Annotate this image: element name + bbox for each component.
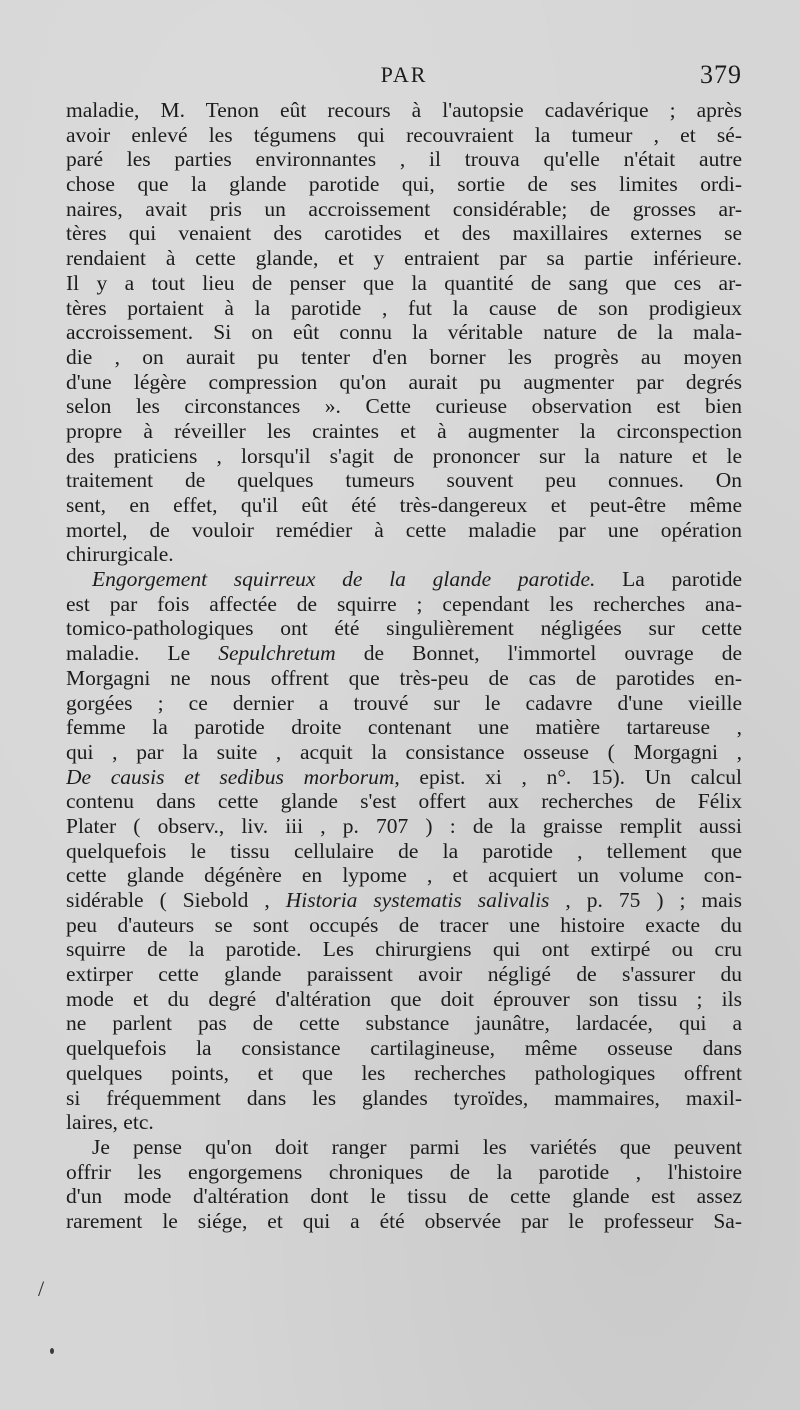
text-line: De causis et sedibus morborum, epist. xi , n°. 15). Un calcul: [66, 764, 742, 789]
text-line: chirurgicale.: [66, 542, 174, 567]
text-line: mode et du degré d'altération que doit éprouver son tissu ; ils: [66, 986, 742, 1011]
text-line: d'une légère compression qu'on aurait pu augmenter par degrés: [66, 369, 742, 394]
text-line: des praticiens , lorsqu'il s'agit de prononcer sur la nature et le: [66, 443, 742, 468]
text-line: d'un mode d'altération dont le tissu de cette glande est assez: [66, 1184, 742, 1209]
section-heading-line: Engorgement squirreux de la glande parotide. La parotide: [92, 567, 742, 592]
text-line: tères qui venaient des carotides et des maxillaires externes se: [66, 221, 742, 246]
page-number: 379: [700, 60, 742, 89]
text-line: quelques points, et que les recherches pathologiques offrent: [66, 1060, 742, 1085]
text-line: rendaient à cette glande, et y entraient par sa partie inférieure.: [66, 246, 742, 271]
text-line: mortel, de vouloir remédier à cette maladie par une opération: [66, 517, 742, 542]
text-line: tères portaient à la parotide , fut la cause de son prodigieux: [66, 295, 742, 320]
text-line: propre à réveiller les craintes et à augmenter la circonspection: [66, 418, 742, 443]
text-line: est par fois affectée de squirre ; cependant les recherches ana-: [66, 591, 742, 616]
text-line: Morgagni ne nous offrent que très-peu de cas de parotides en-: [66, 665, 742, 690]
text-line: rarement le siége, et qui a été observée par le professeur Sa-: [66, 1208, 742, 1233]
text-line: contenu dans cette glande s'est offert aux recherches de Félix: [66, 789, 742, 814]
text-line: maladie, M. Tenon eût recours à l'autopsie cadavérique ; après: [66, 98, 742, 122]
text-line: die , on aurait pu tenter d'en borner les progrès au moyen: [66, 344, 742, 369]
running-head: [66, 60, 742, 96]
text-line: quelquefois la consistance cartilagineuse, même osseuse dans: [66, 1036, 742, 1061]
text-line: ne parlent pas de cette substance jaunâtre, lardacée, qui a: [66, 1011, 742, 1036]
text-line: gorgées ; ce dernier a trouvé sur le cadavre d'une vieille: [66, 690, 742, 715]
text-line: sidérable ( Siebold , Historia systematis salivalis , p. 75 ) ; mais: [66, 888, 742, 912]
margin-mark: /: [38, 1276, 45, 1301]
text-line: paré les parties environnantes , il trouva qu'elle n'était autre: [66, 147, 742, 172]
text-line: quelquefois le tissu cellulaire de la parotide , tellement que: [66, 838, 742, 863]
text-line: Plater ( observ., liv. iii , p. 707 ) : de la graisse remplit aussi: [66, 813, 742, 838]
text-line: qui , par la suite , acquit la consistance osseuse ( Morgagni ,: [66, 739, 742, 764]
text-line: tomico-pathologiques ont été singulièrement négligées sur cette: [66, 616, 742, 641]
text-line: peu d'auteurs se sont occupés de tracer une histoire exacte du: [66, 912, 742, 937]
text-line: traitement de quelques tumeurs souvent peu connues. On: [66, 468, 742, 493]
text-line: offrir les engorgemens chroniques de la parotide , l'histoire: [66, 1159, 742, 1184]
text-line: laires, etc.: [66, 1110, 154, 1135]
text-line: squirre de la parotide. Les chirurgiens qui ont extirpé ou cru: [66, 937, 742, 962]
text-line: selon les circonstances ». Cette curieuse observation est bien: [66, 394, 742, 419]
text-line: cette glande dégénère en lypome , et acquiert un volume con-: [66, 863, 742, 888]
text-line: maladie. Le Sepulchretum de Bonnet, l'immortel ouvrage de: [66, 641, 742, 666]
text-line: avoir enlevé les tégumens qui recouvraient la tumeur , et sé-: [66, 122, 742, 147]
body-text: [66, 98, 742, 1234]
ink-speck: [50, 1348, 54, 1354]
text-line: sent, en effet, qu'il eût été très-dangereux et peut-être même: [66, 493, 742, 517]
text-line: chose que la glande parotide qui, sortie de ses limites ordi-: [66, 172, 742, 197]
cited-title: Historia systematis salivalis: [285, 888, 550, 912]
text-line: Il y a tout lieu de penser que la quantité de sang que ces ar-: [66, 270, 742, 295]
running-head-title: PAR: [380, 62, 428, 87]
text-line: si fréquemment dans les glandes tyroïdes, mammaires, maxil-: [66, 1085, 742, 1110]
section-heading: Engorgement squirreux de la glande parotide.: [92, 567, 596, 592]
cited-title: De causis et sedibus morborum: [66, 764, 395, 789]
text-line: extirper cette glande paraissent avoir négligé de s'assurer du: [66, 962, 742, 987]
text-line: Je pense qu'on doit ranger parmi les variétés que peuvent: [92, 1134, 742, 1159]
text-line: accroissement. Si on eût connu la véritable nature de la mala-: [66, 320, 742, 345]
text-line: femme la parotide droite contenant une matière tartareuse ,: [66, 715, 742, 740]
text-line: naires, avait pris un accroissement considérable; de grosses ar-: [66, 196, 742, 221]
cited-title: Sepulchretum: [218, 641, 336, 666]
